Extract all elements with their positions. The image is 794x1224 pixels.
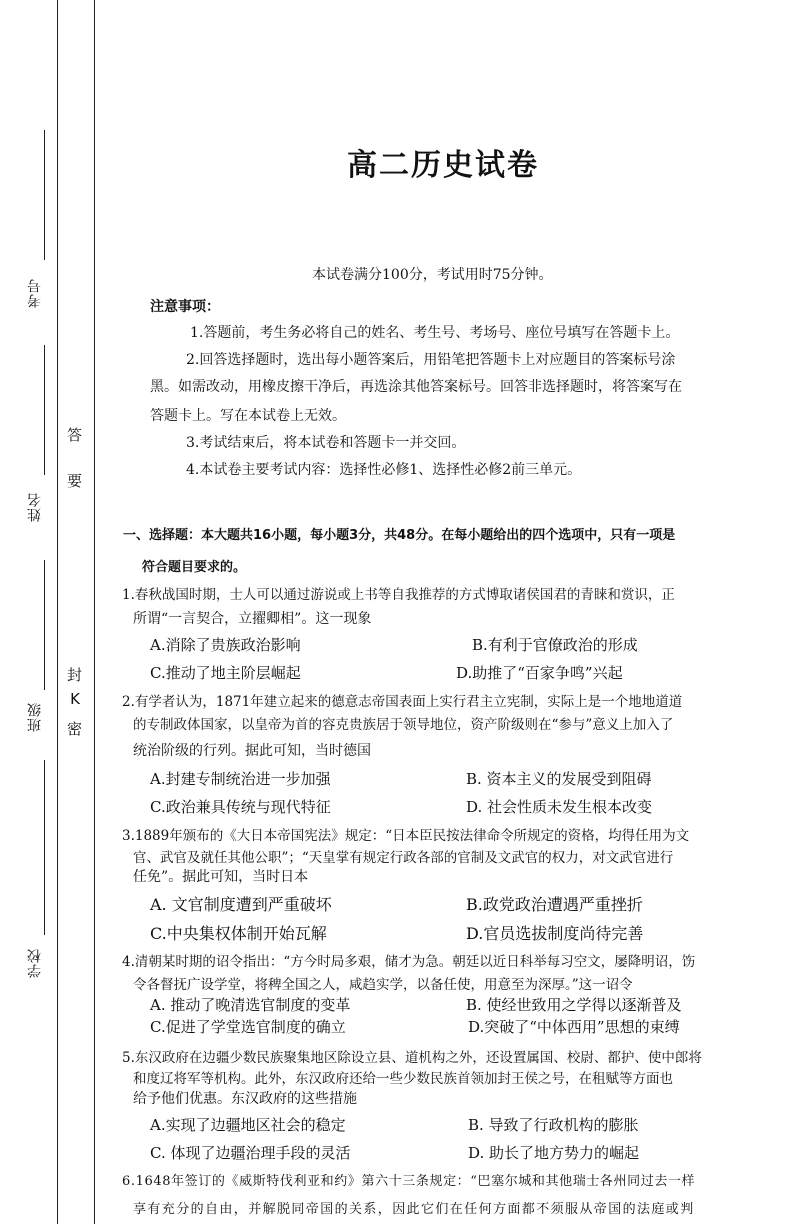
section-heading-cont: 符合题目要求的。 xyxy=(142,560,247,575)
question-4-option-c[interactable]: C.促进了学堂选官制度的确立 xyxy=(150,1018,346,1036)
question-3-option-b[interactable]: B.政党政治遭遇严重挫折 xyxy=(466,895,643,914)
question-1-option-c[interactable]: C.推动了地主阶层崛起 xyxy=(150,664,301,682)
question-5-line: 给予他们优惠。东汉政府的这些措施 xyxy=(133,1091,357,1107)
notice-line: 黑。如需改动，用橡皮擦干净后，再选涂其他答案标号。回答非选择题时，将答案写在 xyxy=(150,379,682,395)
notice-line: 1.答题前，考生务必将自己的姓名、考生号、考场号、座位号填写在答题卡上。 xyxy=(190,325,680,341)
question-5-line: 5.东汉政府在边疆少数民族聚集地区除设立县、道机构之外，还设置属国、校尉、都护、使中郎将 xyxy=(122,1050,702,1066)
question-6-line: 享有充分的自由，并解脱同帝国的关系，因此它们在任何方面都不须服从帝国的法庭或判 xyxy=(133,1202,695,1217)
question-3-line: 3.1889年颁布的《大日本帝国宪法》规定：“日本臣民按法律命令所规定的资格，均得任用为文 xyxy=(122,828,690,844)
question-2-line: 2.有学者认为，1871年建立起来的德意志帝国表面上实行君主立宪制，实际上是一个地地道道 xyxy=(122,694,683,710)
notice-line: 4.本试卷主要考试内容：选择性必修1、选择性必修2前三单元。 xyxy=(186,462,582,478)
question-4-option-d[interactable]: D.突破了“中体西用”思想的束缚 xyxy=(468,1018,680,1036)
notice-line: 2.回答选择题时，选出每小题答案后，用铅笔把答题卡上对应题目的答案标号涂 xyxy=(186,352,676,368)
notice-line: 3.考试结束后，将本试卷和答题卡一并交回。 xyxy=(186,435,466,451)
question-4-option-a[interactable]: A. 推动了晚清选官制度的变革 xyxy=(150,996,351,1014)
notice-line: 答题卡上。写在本试卷上无效。 xyxy=(150,408,346,424)
question-5-option-c[interactable]: C. 体现了边疆治理手段的灵活 xyxy=(150,1144,351,1162)
question-3-line: 官、武官及就任其他公职”；“天皇掌有规定行政各部的官制及文武官的权力，对文武官进行 xyxy=(133,850,674,866)
question-5-option-a[interactable]: A.实现了边疆地区社会的稳定 xyxy=(150,1116,346,1134)
seal-char-yao: 要 xyxy=(67,472,83,490)
question-5-line: 和度辽将军等机构。此外，东汉政府还给一些少数民族首领加封王侯之号，在租赋等方面也 xyxy=(133,1071,673,1087)
exam-no-label: 考号 xyxy=(27,278,43,308)
seal-mark: K xyxy=(70,690,80,708)
question-1-option-d[interactable]: D.助推了“百家争鸣”兴起 xyxy=(456,664,623,682)
question-3-option-c[interactable]: C.中央集权体制开始瓦解 xyxy=(150,924,327,943)
question-3-option-d[interactable]: D.官员选拔制度尚待完善 xyxy=(466,924,644,943)
question-4-line: 4.清朝某时期的诏令指出：“方今时局多艰，储才为急。朝廷以近日科举每习空文，屡降明诏，饬 xyxy=(122,954,696,970)
question-1-line: 1.春秋战国时期，士人可以通过游说或上书等自我推荐的方式博取诸侯国君的青睐和赏识，正 xyxy=(122,587,675,603)
question-3-option-a[interactable]: A. 文官制度遭到严重破坏 xyxy=(150,895,332,914)
question-5-option-d[interactable]: D. 助长了地方势力的崛起 xyxy=(468,1144,640,1162)
class-label: 班级 xyxy=(27,702,43,732)
question-4-option-b[interactable]: B. 使经世致用之学得以逐渐普及 xyxy=(466,996,682,1014)
question-2-option-b[interactable]: B. 资本主义的发展受到阻碍 xyxy=(466,770,652,788)
name-blank xyxy=(44,345,45,475)
question-1-option-b[interactable]: B.有利于官僚政治的形成 xyxy=(472,636,638,654)
seal-char-mi: 密 xyxy=(67,720,83,738)
school-blank xyxy=(44,760,45,935)
question-5-option-b[interactable]: B. 导致了行政机构的膨胀 xyxy=(468,1116,639,1134)
question-2-line: 统治阶级的行列。据此可知，当时德国 xyxy=(133,743,371,759)
question-1-option-a[interactable]: A.消除了贵族政治影响 xyxy=(150,636,301,654)
page-title: 高二历史试卷 xyxy=(347,148,539,183)
question-2-line: 的专制政体国家，以皇帝为首的容克贵族居于领导地位，资产阶级则在“参与”意义上加入了 xyxy=(133,717,674,733)
question-2-option-c[interactable]: C.政治兼具传统与现代特征 xyxy=(150,798,331,816)
name-label: 姓名 xyxy=(27,492,43,522)
section-heading: 一、选择题：本大题共16小题，每小题3分，共48分。在每小题给出的四个选项中，只有一项是 xyxy=(123,528,676,543)
exam-info: 本试卷满分100分，考试用时75分钟。 xyxy=(312,267,553,283)
question-1-line: 所谓“一言契合，立擢卿相”。这一现象 xyxy=(133,611,372,627)
notice-heading: 注意事项： xyxy=(150,299,220,315)
question-2-option-a[interactable]: A.封建专制统治进一步加强 xyxy=(150,770,331,788)
class-blank xyxy=(44,560,45,690)
question-2-option-d[interactable]: D. 社会性质未发生根本改变 xyxy=(466,798,653,816)
question-3-line: 任免”。据此可知，当时日本 xyxy=(133,869,309,885)
seal-char-feng: 封 xyxy=(67,666,83,684)
question-6-line: 6.1648年签订的《威斯特伐利亚和约》第六十三条规定：“巴塞尔城和其他瑞士各州同过去一样 xyxy=(122,1174,696,1189)
school-label: 学校 xyxy=(27,948,43,978)
seal-char-da: 答 xyxy=(67,426,83,444)
question-4-line: 令各督抚广设学堂，将稗全国之人，咸趋实学，以备任使，用意至为深厚。”这一诏令 xyxy=(133,977,633,993)
